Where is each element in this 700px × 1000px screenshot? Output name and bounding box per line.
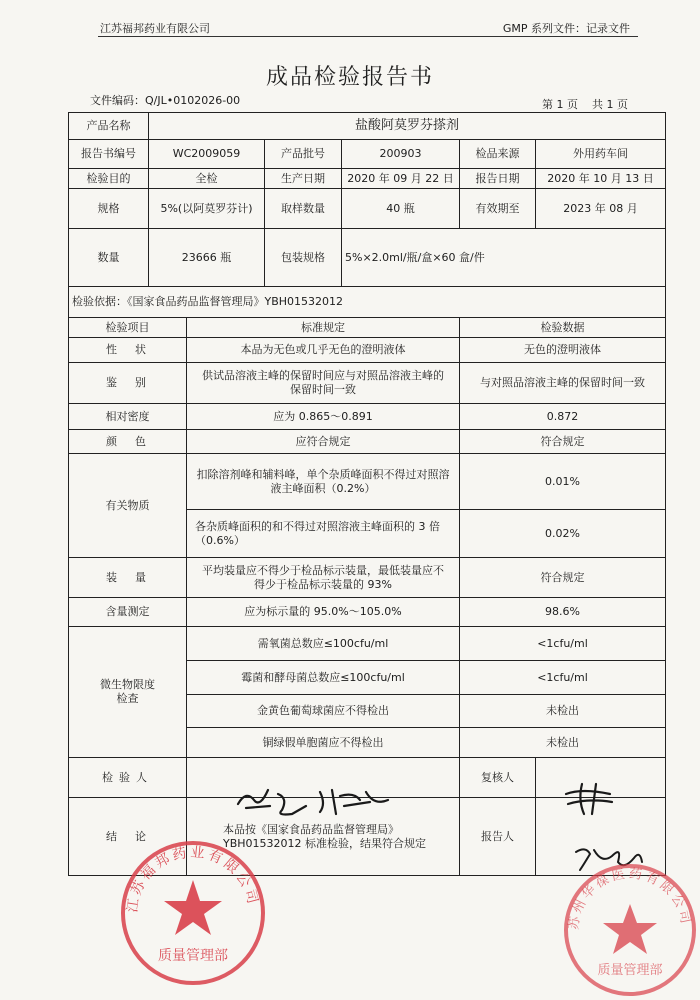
micro-label-line1: 微生物限度 xyxy=(100,678,155,691)
density-label: 相对密度 xyxy=(69,404,187,430)
micro-standard-3: 金黄色葡萄球菌应不得检出 xyxy=(187,695,460,728)
assay-standard: 应为标示量的 95.0%～105.0% xyxy=(187,598,460,627)
row-spec xyxy=(69,189,666,229)
row-density xyxy=(69,404,666,430)
row-micro-1 xyxy=(69,627,666,661)
col-header-item: 检验项目 xyxy=(69,318,187,338)
page-number xyxy=(542,96,628,112)
row-fill xyxy=(69,558,666,598)
row-column-headers xyxy=(69,318,666,338)
micro-label-line2: 检查 xyxy=(116,692,139,705)
left-seal-ring-text: 江苏福邦药业有限公司 xyxy=(124,844,261,914)
row-report-no xyxy=(69,140,666,169)
assay-label: 含量测定 xyxy=(69,598,187,627)
row-basis xyxy=(69,287,666,318)
expiry-label: 有效期至 xyxy=(460,189,536,229)
company-seal-left xyxy=(118,838,268,988)
right-seal-center-text: 质量管理部 xyxy=(597,963,663,978)
reporter-label: 报告人 xyxy=(460,798,536,876)
inspection-report-table xyxy=(68,112,666,876)
purpose-label: 检验目的 xyxy=(69,169,149,189)
row-identification xyxy=(69,363,666,404)
fill-label: 装量 xyxy=(69,558,187,598)
micro-standard-2: 霉菌和酵母菌总数应≤100cfu/ml xyxy=(187,661,460,695)
reviewer-signature xyxy=(560,780,620,816)
document-number: 文件编码：Q/JL•0102026-00 xyxy=(90,94,241,107)
page-total: 共 1 页 xyxy=(592,98,628,111)
page-current: 第 1 页 xyxy=(542,98,578,111)
row-purpose xyxy=(69,169,666,189)
micro-result-4: 未检出 xyxy=(460,728,666,758)
micro-standard-1: 需氧菌总数应≤100cfu/ml xyxy=(187,627,460,661)
color-label: 颜色 xyxy=(69,430,187,454)
row-impurities-1 xyxy=(69,454,666,510)
document-category: GMP 系列文件：记录文件 xyxy=(502,22,630,35)
impurities-standard-2: 各杂质峰面积的和不得过对照溶液主峰面积的 3 倍（0.6%） xyxy=(187,510,460,558)
impurities-label: 有关物质 xyxy=(69,454,187,558)
report-date-label: 报告日期 xyxy=(460,169,536,189)
color-standard: 应符合规定 xyxy=(187,430,460,454)
identification-result: 与对照品溶液主峰的保留时间一致 xyxy=(460,363,666,404)
report-date: 2020 年 10 月 13 日 xyxy=(536,169,666,189)
fill-result: 符合规定 xyxy=(460,558,666,598)
quantity: 23666 瓶 xyxy=(149,229,265,287)
sample-source: 外用药车间 xyxy=(536,140,666,169)
row-product-name xyxy=(69,113,666,140)
company-name: 江苏福邦药业有限公司 xyxy=(100,22,210,35)
packing-label: 包装规格 xyxy=(265,229,342,287)
impurities-standard-1: 扣除溶剂峰和辅料峰，单个杂质峰面积不得过对照溶液主峰面积（0.2%） xyxy=(187,454,460,510)
mfg-date: 2020 年 09 月 22 日 xyxy=(342,169,460,189)
inspector-signature xyxy=(228,782,408,818)
product-name-label: 产品名称 xyxy=(69,113,149,140)
col-header-standard: 标准规定 xyxy=(187,318,460,338)
right-seal-ring-text: 苏州华葆医药有限公司 xyxy=(566,866,694,931)
spec-label: 规格 xyxy=(69,189,149,229)
micro-result-3: 未检出 xyxy=(460,695,666,728)
page-title: 成品检验报告书 xyxy=(265,65,434,90)
inspector-label: 检验人 xyxy=(69,758,187,798)
fill-standard: 平均装量应不得少于检品标示装量，最低装量应不得少于检品标示装量的 93% xyxy=(187,558,460,598)
appearance-result: 无色的澄明液体 xyxy=(460,338,666,363)
inspection-basis: 检验依据：《国家食品药品监督管理局》YBH01532012 xyxy=(69,287,666,318)
packing-spec: 5%×2.0ml/瓶/盒×60 盒/件 xyxy=(342,229,666,287)
micro-standard-4: 铜绿假单胞菌应不得检出 xyxy=(187,728,460,758)
appearance-standard: 本品为无色或几乎无色的澄明液体 xyxy=(187,338,460,363)
report-no-label: 报告书编号 xyxy=(69,140,149,169)
density-standard: 应为 0.865～0.891 xyxy=(187,404,460,430)
conclusion-label: 结论 xyxy=(69,798,187,876)
expiry-date: 2023 年 08 月 xyxy=(536,189,666,229)
impurities-result-2: 0.02% xyxy=(460,510,666,558)
sample-qty: 40 瓶 xyxy=(342,189,460,229)
sample-qty-label: 取样数量 xyxy=(265,189,342,229)
purpose: 全检 xyxy=(149,169,265,189)
identification-standard: 供试品溶液主峰的保留时间应与对照品溶液主峰的保留时间一致 xyxy=(187,363,460,404)
mfg-date-label: 生产日期 xyxy=(265,169,342,189)
row-assay xyxy=(69,598,666,627)
reviewer-label: 复核人 xyxy=(460,758,536,798)
assay-result: 98.6% xyxy=(460,598,666,627)
batch-number: 200903 xyxy=(342,140,460,169)
identification-label: 鉴别 xyxy=(69,363,187,404)
col-header-result: 检验数据 xyxy=(460,318,666,338)
spec: 5%(以阿莫罗芬计) xyxy=(149,189,265,229)
appearance-label: 性状 xyxy=(69,338,187,363)
source-label: 检品来源 xyxy=(460,140,536,169)
micro-label xyxy=(69,627,187,758)
quantity-label: 数量 xyxy=(69,229,149,287)
impurities-result-1: 0.01% xyxy=(460,454,666,510)
row-quantity xyxy=(69,229,666,287)
micro-result-2: <1cfu/ml xyxy=(460,661,666,695)
density-result: 0.872 xyxy=(460,404,666,430)
row-appearance xyxy=(69,338,666,363)
left-seal-center-text: 质量管理部 xyxy=(158,948,228,964)
color-result: 符合规定 xyxy=(460,430,666,454)
product-name: 盐酸阿莫罗芬搽剂 xyxy=(149,113,666,140)
micro-result-1: <1cfu/ml xyxy=(460,627,666,661)
report-no: WC2009059 xyxy=(149,140,265,169)
header-divider xyxy=(98,36,638,37)
conclusion-text: 本品按《国家食品药品监督管理局》YBH01532012 标准检验，结果符合规定 xyxy=(187,798,460,876)
batch-label: 产品批号 xyxy=(265,140,342,169)
company-seal-right xyxy=(560,860,700,1000)
row-color xyxy=(69,430,666,454)
